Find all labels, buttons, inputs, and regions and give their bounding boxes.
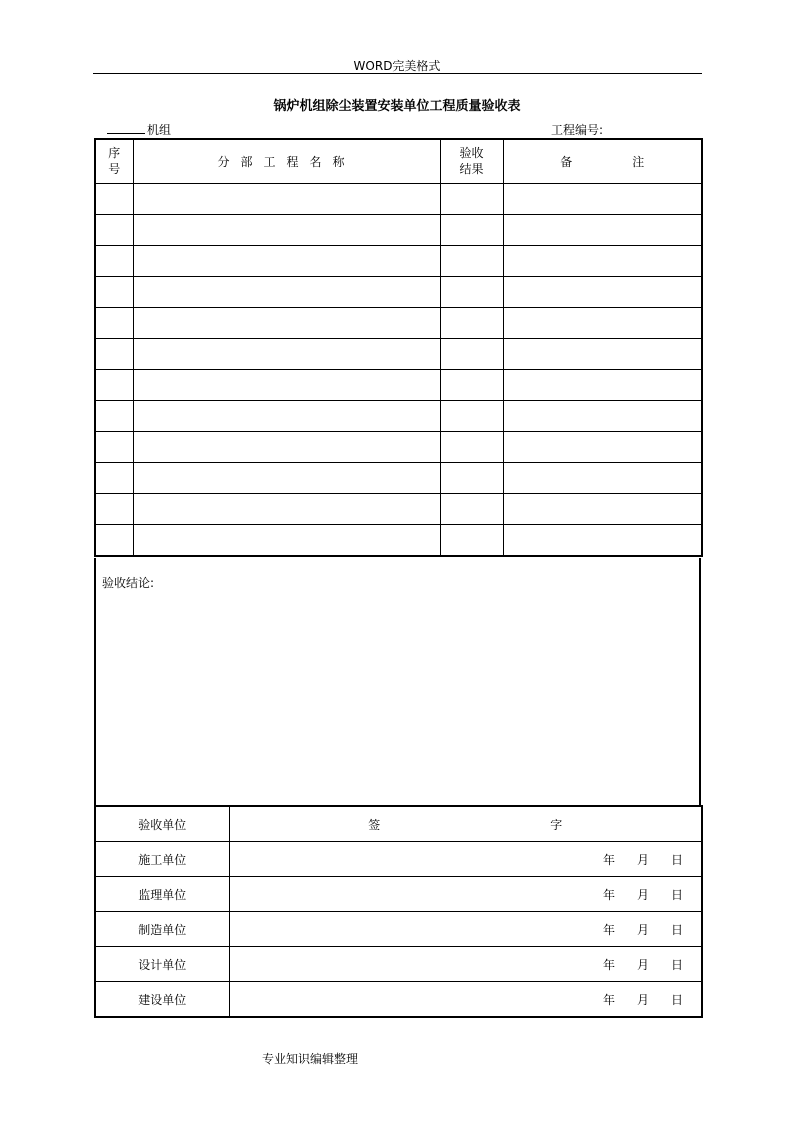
table-header-row <box>95 139 702 183</box>
date-day-label: 日 <box>670 887 683 902</box>
signature-unit-label: 建设单位 <box>95 982 229 1018</box>
date-year-label: 年 <box>602 957 615 972</box>
seq-cell[interactable] <box>95 276 133 307</box>
signature-date-cell[interactable] <box>229 982 702 1018</box>
name-cell[interactable] <box>133 493 440 524</box>
seq-cell[interactable] <box>95 214 133 245</box>
page-header: WORD完美格式 <box>353 59 441 73</box>
seq-cell[interactable] <box>95 400 133 431</box>
signature-row <box>95 947 702 982</box>
result-cell[interactable] <box>440 462 503 493</box>
seq-cell[interactable] <box>95 307 133 338</box>
result-cell[interactable] <box>440 338 503 369</box>
remark-cell[interactable] <box>503 183 702 214</box>
signature-unit-label: 施工单位 <box>95 842 229 877</box>
date-month-label: 月 <box>636 887 649 902</box>
signature-header-sign-a: 签 <box>368 817 381 832</box>
name-cell[interactable] <box>133 400 440 431</box>
seq-cell[interactable] <box>95 338 133 369</box>
result-cell[interactable] <box>440 307 503 338</box>
date-day-label: 日 <box>670 992 683 1007</box>
header-seq-line1: 序 <box>108 146 121 161</box>
header-seq-line2: 号 <box>108 162 121 177</box>
signature-date-cell[interactable] <box>229 877 702 912</box>
remark-cell[interactable] <box>503 400 702 431</box>
header-rule <box>93 73 702 74</box>
conclusion-box[interactable] <box>94 558 701 805</box>
header-name-label: 分部工程名称 <box>217 154 356 169</box>
table-row <box>95 462 702 493</box>
inspection-table <box>94 138 703 557</box>
seq-cell[interactable] <box>95 369 133 400</box>
date-month-label: 月 <box>636 852 649 867</box>
table-row <box>95 214 702 245</box>
signature-date-cell[interactable] <box>229 842 702 877</box>
result-cell[interactable] <box>440 369 503 400</box>
seq-cell[interactable] <box>95 524 133 556</box>
header-result-line2: 结果 <box>459 162 484 177</box>
result-cell[interactable] <box>440 493 503 524</box>
header-result-line1: 验收 <box>459 146 484 161</box>
signature-row <box>95 877 702 912</box>
signature-unit-label: 制造单位 <box>95 912 229 947</box>
remark-cell[interactable] <box>503 307 702 338</box>
signature-table <box>94 805 703 1018</box>
name-cell[interactable] <box>133 338 440 369</box>
unit-line <box>107 121 171 138</box>
table-row <box>95 369 702 400</box>
table-row <box>95 245 702 276</box>
name-cell[interactable] <box>133 524 440 556</box>
seq-cell[interactable] <box>95 462 133 493</box>
table-row <box>95 493 702 524</box>
date-year-label: 年 <box>602 992 615 1007</box>
header-remark-a: 备 <box>560 154 573 169</box>
table-row <box>95 338 702 369</box>
result-cell[interactable] <box>440 400 503 431</box>
result-cell[interactable] <box>440 214 503 245</box>
remark-cell[interactable] <box>503 462 702 493</box>
unit-suffix: 机组 <box>147 123 172 137</box>
result-cell[interactable] <box>440 183 503 214</box>
header-remark-b: 注 <box>632 154 645 169</box>
name-cell[interactable] <box>133 214 440 245</box>
signature-unit-label: 设计单位 <box>95 947 229 982</box>
date-day-label: 日 <box>670 957 683 972</box>
table-row <box>95 524 702 556</box>
remark-cell[interactable] <box>503 493 702 524</box>
signature-unit-label: 监理单位 <box>95 877 229 912</box>
signature-row <box>95 842 702 877</box>
conclusion-label: 验收结论: <box>102 576 155 590</box>
table-row <box>95 307 702 338</box>
page-footer: 专业知识编辑整理 <box>262 1052 359 1066</box>
date-year-label: 年 <box>602 887 615 902</box>
remark-cell[interactable] <box>503 338 702 369</box>
date-day-label: 日 <box>670 922 683 937</box>
date-year-label: 年 <box>602 922 615 937</box>
result-cell[interactable] <box>440 524 503 556</box>
table-row <box>95 431 702 462</box>
name-cell[interactable] <box>133 307 440 338</box>
table-row <box>95 400 702 431</box>
signature-header-sign-b: 字 <box>550 817 563 832</box>
name-cell[interactable] <box>133 462 440 493</box>
project-no-label: 工程编号: <box>551 123 604 137</box>
table-row <box>95 183 702 214</box>
date-year-label: 年 <box>602 852 615 867</box>
table-row <box>95 276 702 307</box>
unit-blank-field[interactable] <box>107 122 145 134</box>
remark-cell[interactable] <box>503 245 702 276</box>
seq-cell[interactable] <box>95 431 133 462</box>
signature-row <box>95 912 702 947</box>
name-cell[interactable] <box>133 183 440 214</box>
signature-header-unit: 验收单位 <box>95 806 229 842</box>
remark-cell[interactable] <box>503 214 702 245</box>
seq-cell[interactable] <box>95 245 133 276</box>
name-cell[interactable] <box>133 431 440 462</box>
result-cell[interactable] <box>440 431 503 462</box>
signature-row <box>95 982 702 1018</box>
result-cell[interactable] <box>440 276 503 307</box>
date-month-label: 月 <box>636 922 649 937</box>
header-name <box>133 139 440 183</box>
seq-cell[interactable] <box>95 183 133 214</box>
form-title: 锅炉机组除尘装置安装单位工程质量验收表 <box>273 99 521 114</box>
header-remark <box>503 139 702 183</box>
signature-date-cell[interactable] <box>229 947 702 982</box>
remark-cell[interactable] <box>503 524 702 556</box>
name-cell[interactable] <box>133 276 440 307</box>
remark-cell[interactable] <box>503 369 702 400</box>
signature-header-row <box>95 806 702 842</box>
date-day-label: 日 <box>670 852 683 867</box>
result-cell[interactable] <box>440 245 503 276</box>
date-month-label: 月 <box>636 992 649 1007</box>
name-cell[interactable] <box>133 245 440 276</box>
remark-cell[interactable] <box>503 431 702 462</box>
signature-header-sign <box>229 806 702 842</box>
remark-cell[interactable] <box>503 276 702 307</box>
name-cell[interactable] <box>133 369 440 400</box>
header-seq <box>95 139 133 183</box>
date-month-label: 月 <box>636 957 649 972</box>
header-result <box>440 139 503 183</box>
seq-cell[interactable] <box>95 493 133 524</box>
signature-date-cell[interactable] <box>229 912 702 947</box>
